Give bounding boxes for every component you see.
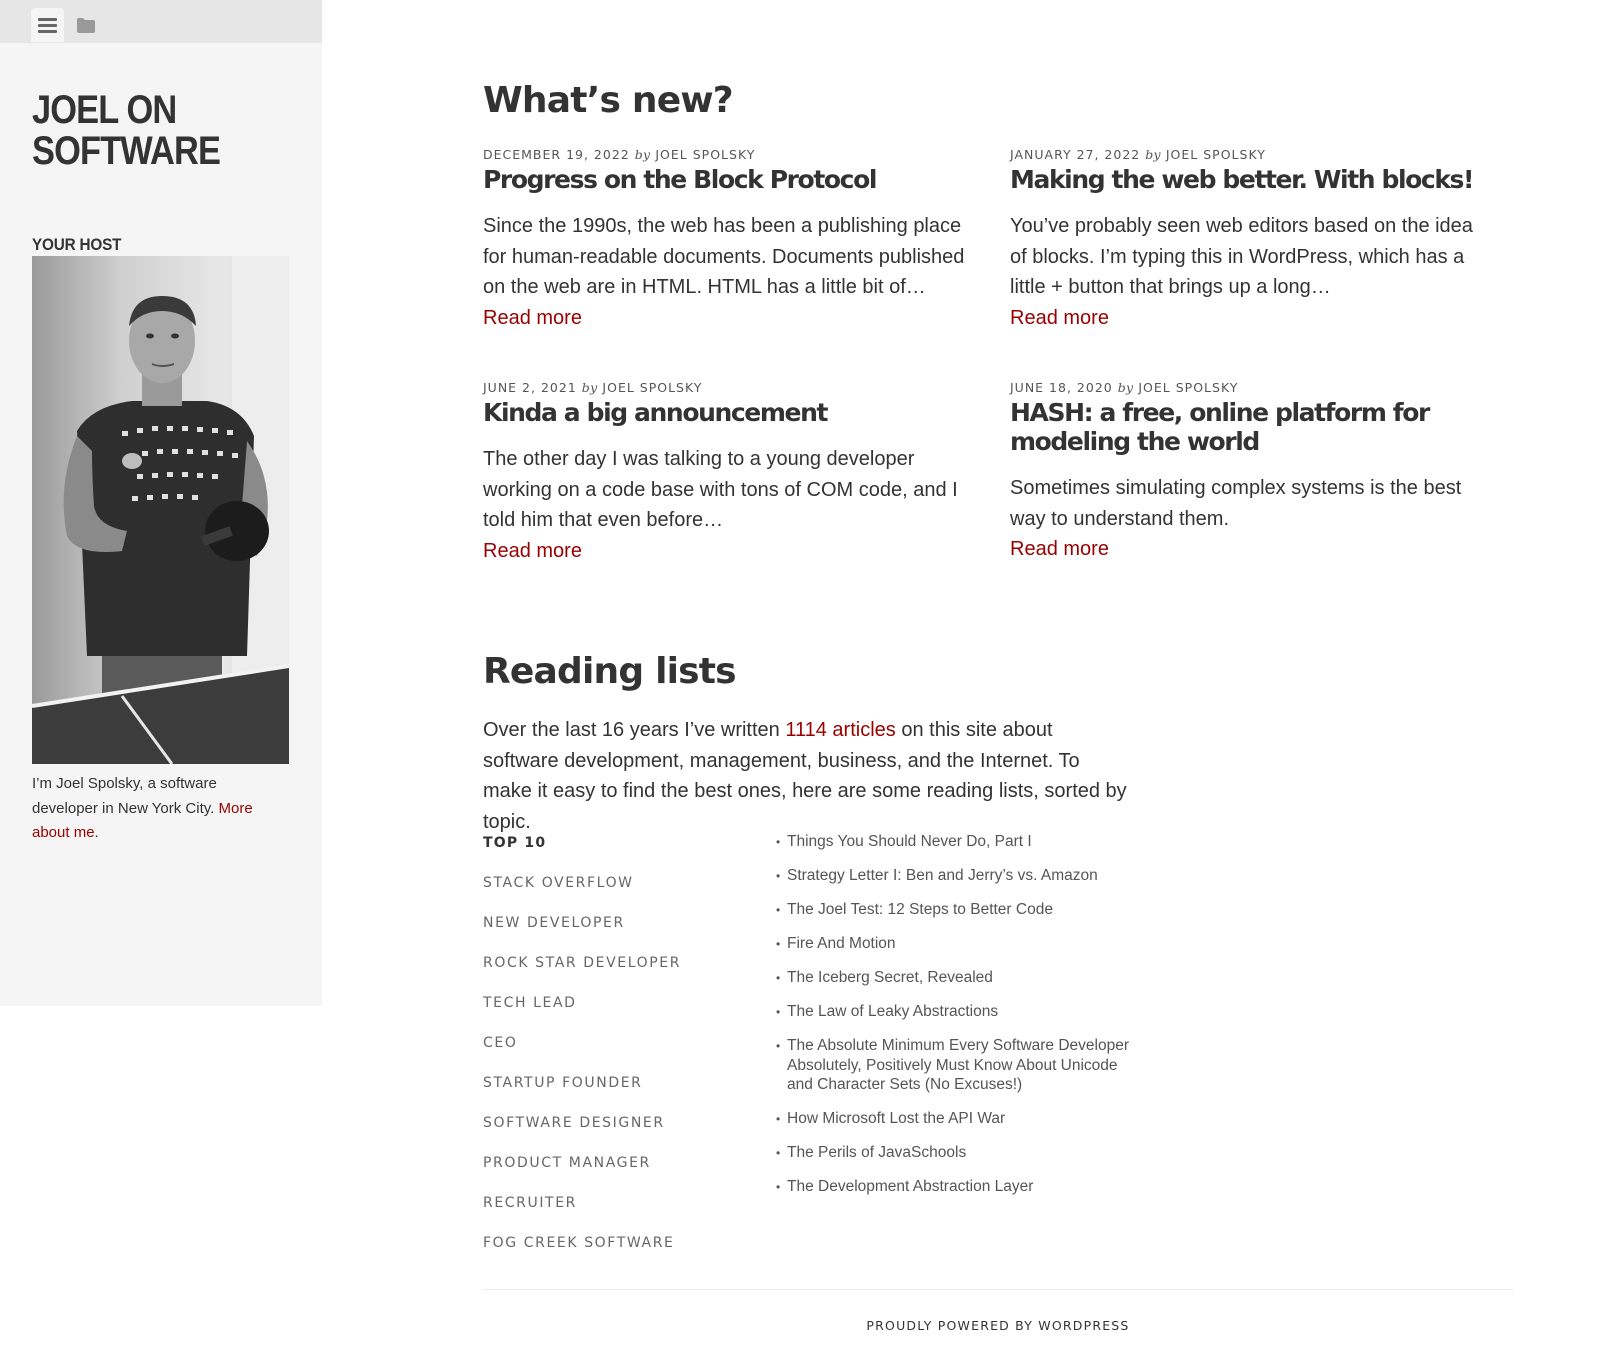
article-link[interactable]: • The Development Abstraction Layer <box>776 1177 1146 1197</box>
topic-recruiter[interactable]: RECRUITER <box>483 1195 577 1211</box>
post-excerpt-text: The other day I was talking to a young developer working on a code base with tons of COM code, and I told him that even before… <box>483 448 958 531</box>
topic-tech-lead[interactable]: TECH LEAD <box>483 995 577 1011</box>
intro-text-start: Over the last 16 years I’ve written <box>483 719 786 741</box>
reading-lists-intro <box>483 715 1133 837</box>
post-title[interactable]: Making the web better. With blocks! <box>1010 165 1474 194</box>
host-widget-title: YOUR HOST <box>32 235 122 254</box>
powered-by-link[interactable]: PROUDLY POWERED BY WORDPRESS <box>866 1318 1130 1333</box>
article-link[interactable]: • How Microsoft Lost the API War <box>776 1109 1146 1129</box>
article-link[interactable]: • The Iceberg Secret, Revealed <box>776 968 1146 988</box>
post-date[interactable]: DECEMBER 19, 2022 <box>483 147 630 162</box>
topic-startup-founder[interactable]: STARTUP FOUNDER <box>483 1075 643 1091</box>
post-author[interactable]: JOEL SPOLSKY <box>655 147 756 162</box>
site-title[interactable]: JOEL ON SOFTWARE <box>32 88 221 173</box>
topic-top-10[interactable]: TOP 10 <box>483 835 547 851</box>
read-more-link[interactable]: Read more <box>1010 306 1109 329</box>
reading-list-topics <box>483 835 743 1275</box>
post-by: by <box>1145 147 1161 162</box>
topic-new-developer[interactable]: NEW DEVELOPER <box>483 915 625 931</box>
host-bio-text: I’m Joel Spolsky, a software developer in New York City. <box>32 775 219 817</box>
post-date[interactable]: JUNE 2, 2021 <box>483 380 577 395</box>
post-by: by <box>634 147 651 162</box>
post-title[interactable]: Progress on the Block Protocol <box>483 165 877 194</box>
post-excerpt-text: You’ve probably seen web editors based on the idea of blocks. I’m typing this in WordPress, which has a little + button that brings up a long… <box>1010 215 1473 298</box>
post-card <box>483 147 973 333</box>
post-meta <box>483 380 973 395</box>
post-excerpt <box>1010 473 1490 565</box>
post-title[interactable]: HASH: a free, online platform for modeling the world <box>1010 398 1429 456</box>
topic-fog-creek-software[interactable]: FOG CREEK SOFTWARE <box>483 1235 675 1251</box>
sidebar <box>0 0 322 1006</box>
post-excerpt-text: Sometimes simulating complex systems is the best way to understand them. <box>1010 477 1462 530</box>
read-more-link[interactable]: Read more <box>483 539 582 562</box>
post-title[interactable]: Kinda a big announcement <box>483 398 828 427</box>
article-link[interactable]: • The Absolute Minimum Every Software Developer Absolutely, Positively Must Know About Unicode and Character Sets (No Excuses!) <box>776 1036 1146 1095</box>
post-card <box>483 380 973 566</box>
post-meta <box>1010 380 1490 395</box>
post-date[interactable]: JUNE 18, 2020 <box>1010 380 1113 395</box>
reading-list-articles <box>776 832 1146 1211</box>
more-about-me-link[interactable]: More about me <box>32 799 253 841</box>
post-date[interactable]: JANUARY 27, 2022 <box>1010 147 1141 162</box>
post-excerpt-text: Since the 1990s, the web has been a publishing place for human-readable documents. Documents published on the web are in HTML. HTML has a little bit of… <box>483 215 965 298</box>
topic-stack-overflow[interactable]: STACK OVERFLOW <box>483 875 634 891</box>
intro-text-end: on this site about software development, management, business, and the Internet. To make it easy to find the best ones, here are some reading lists, sorted by topic. <box>483 719 1127 833</box>
footer-divider <box>483 1289 1513 1290</box>
post-card <box>1010 147 1490 333</box>
folder-icon <box>76 17 96 34</box>
post-author[interactable]: JOEL SPOLSKY <box>1138 380 1239 395</box>
hamburger-icon <box>38 18 57 33</box>
article-link[interactable]: • Fire And Motion <box>776 934 1146 954</box>
site-footer <box>483 1318 1513 1333</box>
host-bio-end: . <box>94 824 99 841</box>
article-link[interactable]: • The Law of Leaky Abstractions <box>776 1002 1146 1022</box>
topic-rock-star-developer[interactable]: ROCK STAR DEVELOPER <box>483 955 682 971</box>
post-meta <box>483 147 973 162</box>
topic-product-manager[interactable]: PRODUCT MANAGER <box>483 1155 651 1171</box>
sidebar-toolbar <box>0 0 322 43</box>
host-bio <box>32 772 277 846</box>
article-link[interactable]: • Strategy Letter I: Ben and Jerry’s vs. Amazon <box>776 866 1146 886</box>
menu-toggle-button[interactable] <box>31 8 64 42</box>
post-excerpt <box>1010 211 1490 333</box>
topic-software-designer[interactable]: SOFTWARE DESIGNER <box>483 1115 665 1131</box>
post-card <box>1010 380 1490 565</box>
post-by: by <box>1117 380 1134 395</box>
read-more-link[interactable]: Read more <box>1010 538 1109 560</box>
post-excerpt <box>483 444 973 566</box>
topic-ceo[interactable]: CEO <box>483 1035 518 1051</box>
article-link[interactable]: • The Joel Test: 12 Steps to Better Code <box>776 900 1146 920</box>
read-more-link[interactable]: Read more <box>483 306 582 329</box>
article-link[interactable]: • Things You Should Never Do, Part I <box>776 832 1146 852</box>
post-excerpt <box>483 211 973 333</box>
whats-new-heading: What’s new? <box>483 80 733 121</box>
post-author[interactable]: JOEL SPOLSKY <box>1165 147 1266 162</box>
reading-lists-heading: Reading lists <box>483 651 736 692</box>
articles-count-link[interactable]: 1114 articles <box>785 719 896 741</box>
post-author[interactable]: JOEL SPOLSKY <box>602 380 703 395</box>
host-photo <box>32 256 289 764</box>
widgets-toggle-button[interactable] <box>69 8 102 42</box>
post-meta <box>1010 147 1490 162</box>
post-by: by <box>581 380 598 395</box>
article-link[interactable]: • The Perils of JavaSchools <box>776 1143 1146 1163</box>
